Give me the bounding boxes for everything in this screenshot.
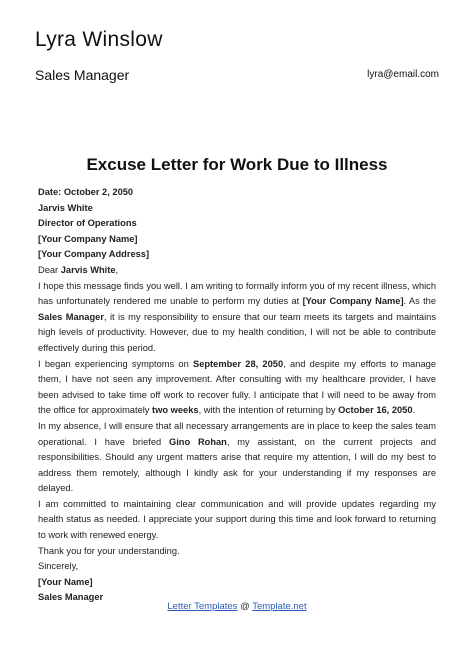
p2-text-g: . xyxy=(412,405,416,416)
p1-role: Sales Manager xyxy=(38,311,104,322)
closing-line: Sincerely, xyxy=(38,561,79,572)
letter-templates-link[interactable]: Letter Templates xyxy=(167,601,238,612)
p2-return-date: October 16, 2050 xyxy=(338,405,413,416)
template-net-link[interactable]: Template.net xyxy=(252,601,307,612)
footer-separator: @ xyxy=(237,601,253,612)
p3-assistant: Gino Rohan xyxy=(168,436,227,447)
footer xyxy=(0,601,474,612)
letter-body xyxy=(38,185,436,606)
p2-text-e: , with the intention of returning by xyxy=(198,405,339,416)
company-name: [Your Company Name] xyxy=(38,233,138,244)
company-address: [Your Company Address] xyxy=(38,249,150,260)
salutation xyxy=(38,263,436,279)
sender-role: Sales Manager xyxy=(35,67,130,83)
p3-text-c: , my assistant, on the current projects and responsibilities. Should any urgent matters arise that require my attention, I will do my best to address them remotely, although I kindly ask for your understanding if my responses are delayed. xyxy=(38,436,436,494)
paragraph-2 xyxy=(38,357,436,419)
p2-duration: two weeks xyxy=(152,405,199,416)
recipient-title: Director of Operations xyxy=(38,218,137,229)
p1-text-a: I hope this message finds you well. I am writing to formally inform you of my recent illness, which has unfortunately rendered me unable to perform my duties at xyxy=(38,280,436,307)
salutation-suffix: , xyxy=(115,264,119,275)
p1-text-c: . As the xyxy=(403,296,436,307)
p1-company: [Your Company Name] xyxy=(302,296,404,307)
p2-text-c: , and despite my efforts to manage them, I have not seen any improvement. After consulting with my healthcare provider, I have been advised to take time off work to recover fully. I anticipate that I will need to be away from the office for approximately xyxy=(38,358,436,416)
paragraph-3 xyxy=(38,419,436,497)
recipient-name: Jarvis White xyxy=(38,202,93,213)
p2-text-a: I began experiencing symptoms on xyxy=(38,358,193,369)
sender-email: lyra@email.com xyxy=(367,69,439,80)
signature-name: [Your Name] xyxy=(38,576,93,587)
thanks-line: Thank you for your understanding. xyxy=(38,545,180,556)
paragraph-1 xyxy=(38,279,436,357)
salutation-prefix: Dear xyxy=(38,264,61,275)
letter-date: Date: October 2, 2050 xyxy=(38,187,134,197)
p3-text-a: In my absence, I will ensure that all necessary arrangements are in place to keep the sales team operational. I have briefed xyxy=(38,420,436,447)
salutation-name: Jarvis White xyxy=(60,264,116,275)
p2-start-date: September 28, 2050 xyxy=(193,358,284,369)
paragraph-4: I am committed to maintaining clear communication and will provide updates regarding my health status as needed. I appreciate your support during this time and look forward to returning to work with renewed energy. xyxy=(38,498,436,541)
sender-name: Lyra Winslow xyxy=(35,28,163,51)
p1-text-e: , it is my responsibility to ensure that our team meets its targets and maintains high levels of productivity. However, due to my health condition, I will not be able to contribute effectively during this period. xyxy=(38,311,436,353)
signature-title: Sales Manager xyxy=(38,592,104,603)
letter-title: Excuse Letter for Work Due to Illness xyxy=(86,155,388,174)
